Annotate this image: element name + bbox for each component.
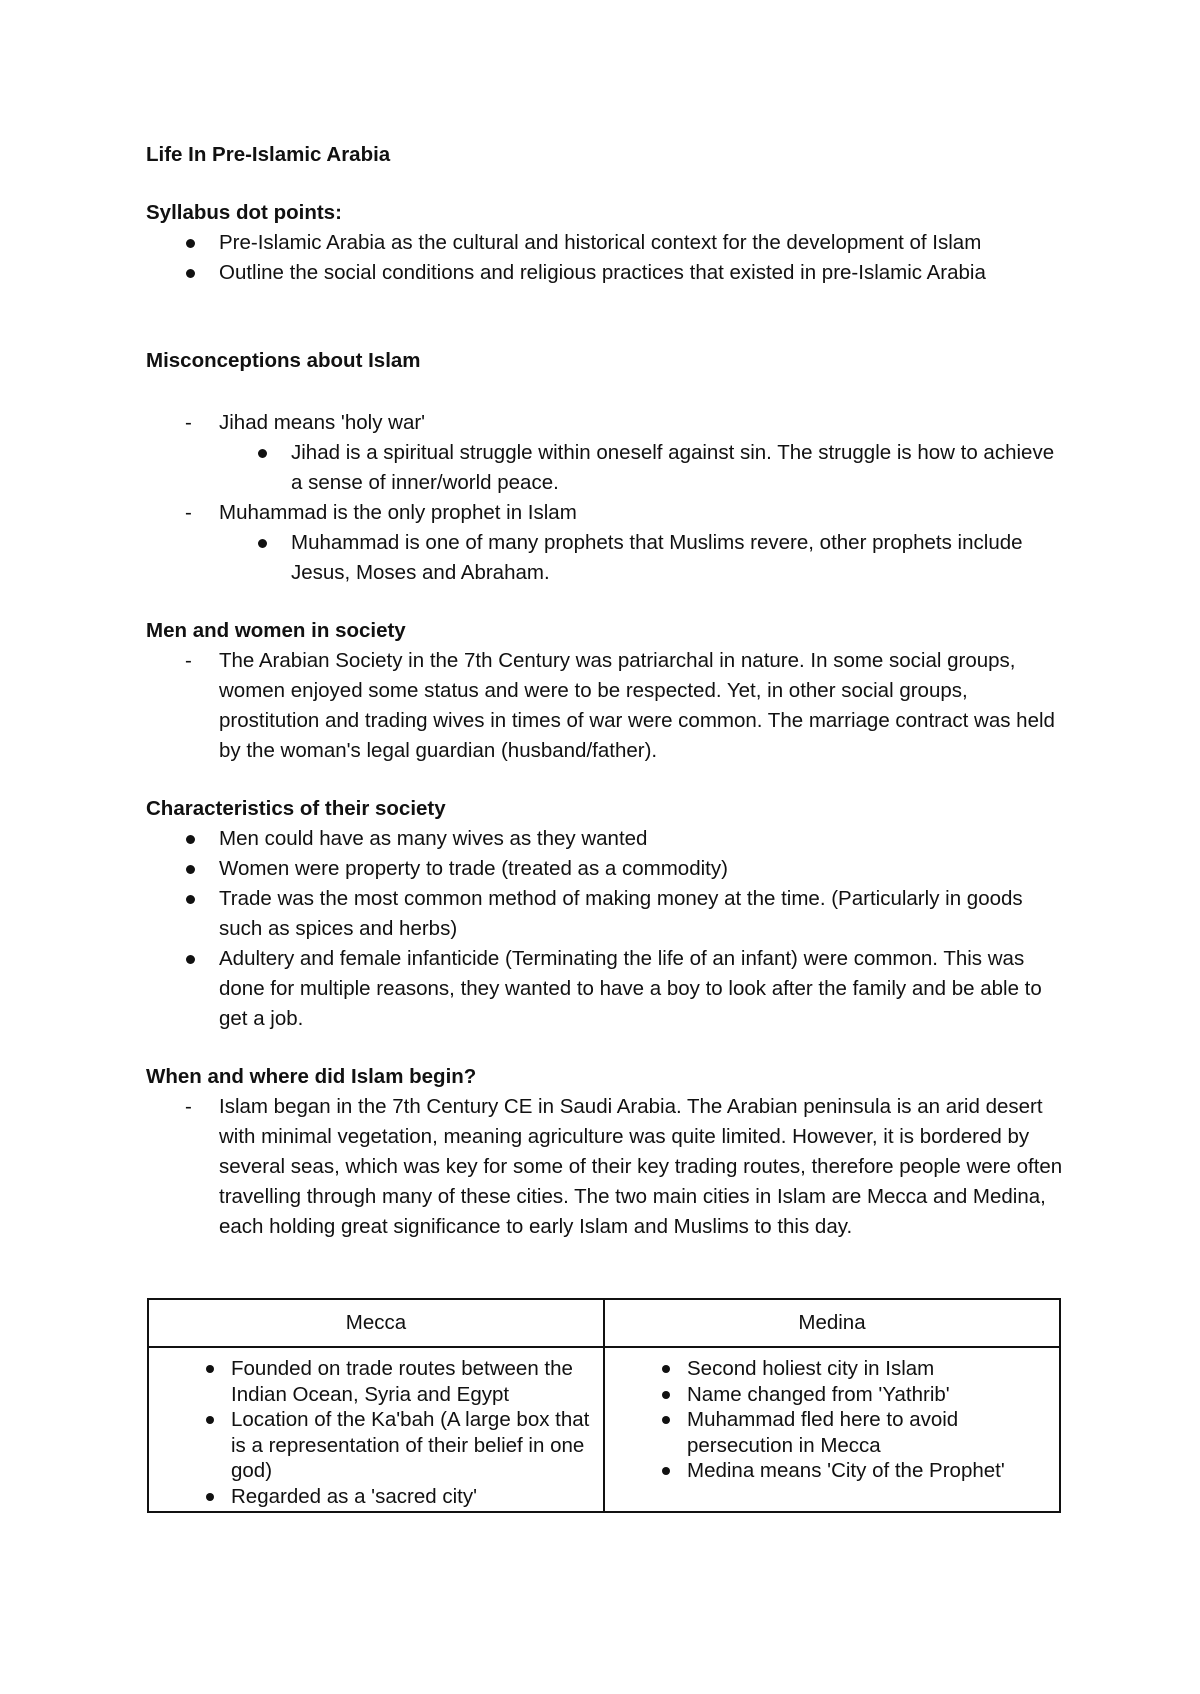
bullet-icon xyxy=(258,539,267,548)
bullet-icon xyxy=(186,239,195,248)
table-row xyxy=(148,1347,1060,1512)
list-item: Second holiest city in Islam xyxy=(615,1356,1049,1382)
syllabus-item: Outline the social conditions and religious practices that existed in pre-Islamic Arabia xyxy=(146,258,1066,288)
misconception-explanation: Muhammad is one of many prophets that Muslims revere, other prophets include Jesus, Moses and Abraham. xyxy=(146,528,1066,588)
dash-marker: - xyxy=(185,1095,192,1118)
table-header-row xyxy=(148,1299,1060,1347)
list-item: Name changed from 'Yathrib' xyxy=(615,1382,1049,1408)
bullet-icon xyxy=(206,1416,214,1424)
table-header-mecca: Mecca xyxy=(148,1299,604,1347)
bullet-icon xyxy=(662,1416,670,1424)
misconceptions-heading: Misconceptions about Islam xyxy=(146,349,421,372)
misconception-claim: - Muhammad is the only prophet in Islam xyxy=(146,498,1066,528)
table-header-medina: Medina xyxy=(604,1299,1060,1347)
bullet-icon xyxy=(186,895,195,904)
bullet-icon xyxy=(662,1467,670,1475)
origin-heading: When and where did Islam begin? xyxy=(146,1065,477,1088)
medina-cell xyxy=(604,1347,1060,1512)
characteristic-item: Adultery and female infanticide (Terminating the life of an infant) were common. This was done for multiple reasons, they wanted to have a boy to look after the family and be able to get a job. xyxy=(146,944,1066,1034)
bullet-icon xyxy=(186,955,195,964)
dash-marker: - xyxy=(185,649,192,672)
syllabus-heading: Syllabus dot points: xyxy=(146,201,342,224)
men-women-paragraph: - The Arabian Society in the 7th Century was patriarchal in nature. In some social groups, women enjoyed some status and were to be respected. Yet, in other social groups, prostitution and trading wives in times of war were common. The marriage contract was held by the woman's legal guardian (husband/father). xyxy=(146,646,1066,766)
characteristic-item: Women were property to trade (treated as a commodity) xyxy=(146,854,1066,884)
misconception-explanation: Jihad is a spiritual struggle within oneself against sin. The struggle is how to achieve a sense of inner/world peace. xyxy=(146,438,1066,498)
bullet-icon xyxy=(258,449,267,458)
cities-table xyxy=(147,1298,1061,1513)
origin-paragraph: - Islam began in the 7th Century CE in Saudi Arabia. The Arabian peninsula is an arid desert with minimal vegetation, meaning agriculture was quite limited. However, it is bordered by several seas, which was key for some of their key trading routes, therefore people were often travelling through many of these cities. The two main cities in Islam are Mecca and Medina, each holding great significance to early Islam and Muslims to this day. xyxy=(146,1092,1066,1242)
misconception-claim: - Jihad means 'holy war' xyxy=(146,408,1066,438)
list-item: Medina means 'City of the Prophet' xyxy=(615,1458,1049,1484)
list-item: Founded on trade routes between the Indian Ocean, Syria and Egypt xyxy=(159,1356,593,1407)
bullet-icon xyxy=(206,1365,214,1373)
bullet-icon xyxy=(206,1493,214,1501)
list-item: Regarded as a 'sacred city' xyxy=(159,1484,593,1510)
men-women-heading: Men and women in society xyxy=(146,619,406,642)
dash-marker: - xyxy=(185,501,192,524)
mecca-cell xyxy=(148,1347,604,1512)
bullet-icon xyxy=(186,835,195,844)
document-page xyxy=(146,140,1066,1513)
document-title: Life In Pre-Islamic Arabia xyxy=(146,143,391,166)
bullet-icon xyxy=(186,269,195,278)
list-item: Muhammad fled here to avoid persecution in Mecca xyxy=(615,1407,1049,1458)
bullet-icon xyxy=(186,865,195,874)
syllabus-item: Pre-Islamic Arabia as the cultural and historical context for the development of Islam xyxy=(146,228,1066,258)
bullet-icon xyxy=(662,1391,670,1399)
list-item: Location of the Ka'bah (A large box that is a representation of their belief in one god) xyxy=(159,1407,593,1484)
characteristics-heading: Characteristics of their society xyxy=(146,797,446,820)
characteristic-item: Trade was the most common method of making money at the time. (Particularly in goods such as spices and herbs) xyxy=(146,884,1066,944)
bullet-icon xyxy=(662,1365,670,1373)
dash-marker: - xyxy=(185,411,192,434)
characteristic-item: Men could have as many wives as they wanted xyxy=(146,824,1066,854)
